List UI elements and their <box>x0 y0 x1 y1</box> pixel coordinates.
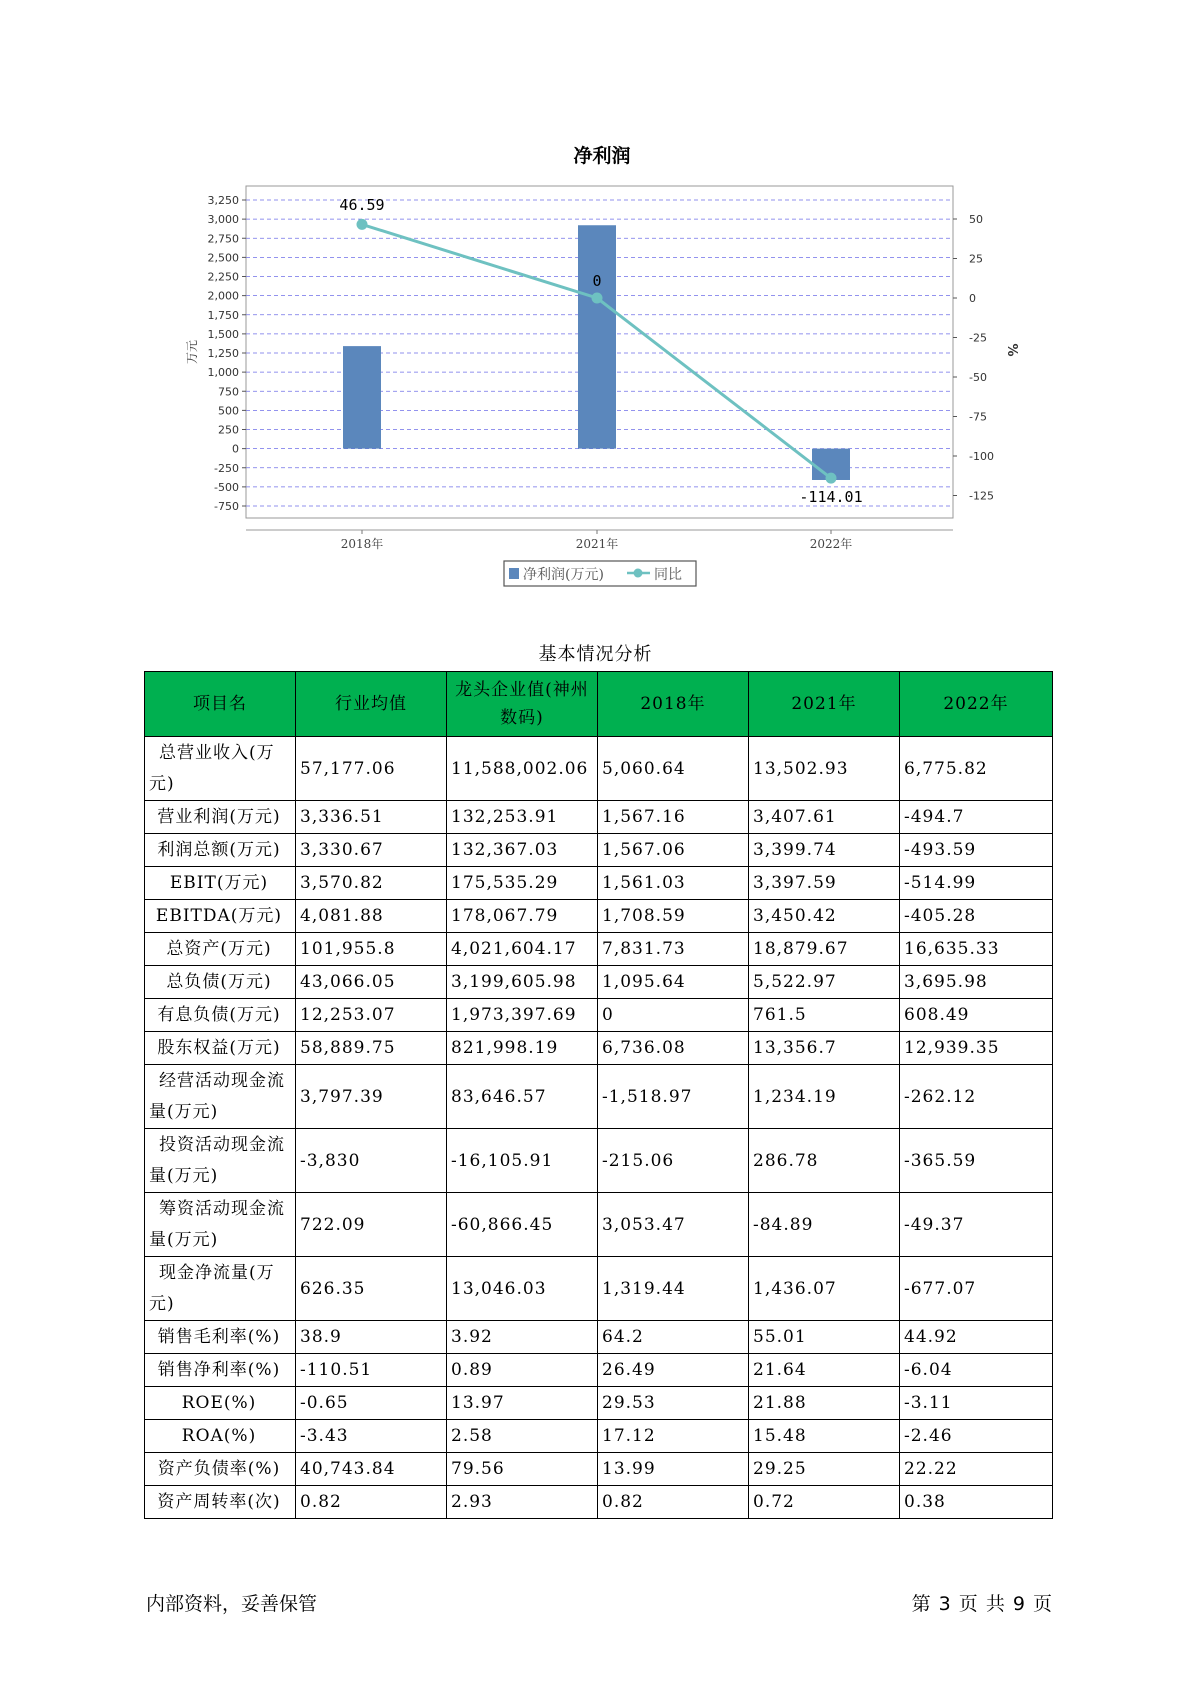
left-tick-label: 3,000 <box>207 213 239 227</box>
value-cell: 15.48 <box>749 1420 900 1453</box>
value-cell: 3,407.61 <box>749 801 900 834</box>
x-tick-label: 2022年 <box>809 537 853 551</box>
table-row <box>145 1129 1053 1193</box>
footer-confidential-note: 内部资料，妥善保管 <box>146 1593 318 1615</box>
value-cell: 0.38 <box>900 1486 1053 1519</box>
value-cell: 2.58 <box>447 1420 598 1453</box>
value-cell: 29.25 <box>749 1453 900 1486</box>
value-cell: 29.53 <box>598 1387 749 1420</box>
row-name-cell: 有息负债(万元) <box>145 999 296 1032</box>
value-cell: -3.43 <box>296 1420 447 1453</box>
value-cell: 5,522.97 <box>749 966 900 999</box>
value-cell: 21.64 <box>749 1354 900 1387</box>
row-name-cell: EBITDA(万元) <box>145 900 296 933</box>
right-tick-label: 0 <box>969 292 976 305</box>
value-cell: 821,998.19 <box>447 1032 598 1065</box>
value-cell: 178,067.79 <box>447 900 598 933</box>
table-row <box>145 1420 1053 1453</box>
value-cell: -2.46 <box>900 1420 1053 1453</box>
value-cell: 0 <box>598 999 749 1032</box>
value-cell: -262.12 <box>900 1065 1053 1129</box>
right-tick-label: -25 <box>969 331 987 345</box>
value-cell: 3,570.82 <box>296 867 447 900</box>
table-row <box>145 834 1053 867</box>
value-cell: 3,399.74 <box>749 834 900 867</box>
left-tick-label: 2,000 <box>207 289 239 303</box>
left-tick-label: 1,500 <box>207 327 239 341</box>
value-cell: 1,319.44 <box>598 1257 749 1321</box>
value-cell: 13,046.03 <box>447 1257 598 1321</box>
value-cell: -1,518.97 <box>598 1065 749 1129</box>
value-cell: 6,775.82 <box>900 737 1053 801</box>
table-row <box>145 1453 1053 1486</box>
legend-line-marker <box>634 569 643 578</box>
left-tick-label: 2,250 <box>207 270 239 284</box>
value-cell: 3,330.67 <box>296 834 447 867</box>
chart-svg <box>0 0 1191 600</box>
table-caption: 基本情况分析 <box>538 644 653 665</box>
value-cell: 44.92 <box>900 1321 1053 1354</box>
value-cell: 55.01 <box>749 1321 900 1354</box>
value-cell: -514.99 <box>900 867 1053 900</box>
header-cell: 2022年 <box>900 672 1053 737</box>
value-cell: 17.12 <box>598 1420 749 1453</box>
value-cell: 761.5 <box>749 999 900 1032</box>
value-cell: -215.06 <box>598 1129 749 1193</box>
value-cell: -494.7 <box>900 801 1053 834</box>
value-cell: 3,397.59 <box>749 867 900 900</box>
value-cell: -405.28 <box>900 900 1053 933</box>
row-name-cell: 销售毛利率(%) <box>145 1321 296 1354</box>
value-cell: 626.35 <box>296 1257 447 1321</box>
value-cell: 13.99 <box>598 1453 749 1486</box>
table-row <box>145 1193 1053 1257</box>
header-cell: 2021年 <box>749 672 900 737</box>
footer-page-number: 第 3 页 共 9 页 <box>911 1593 1052 1615</box>
value-cell: 132,253.91 <box>447 801 598 834</box>
yoy-point <box>826 473 837 484</box>
table-row <box>145 933 1053 966</box>
row-name-cell: 总负债(万元) <box>145 966 296 999</box>
row-name-cell: 利润总额(万元) <box>145 834 296 867</box>
value-cell: 608.49 <box>900 999 1053 1032</box>
row-name-cell: ROA(%) <box>145 1420 296 1453</box>
table-row <box>145 1387 1053 1420</box>
right-tick-label: -75 <box>969 410 987 424</box>
left-tick-label: 3,250 <box>207 194 239 207</box>
row-name-cell: 现金净流量(万元) <box>145 1257 296 1321</box>
yoy-data-label: 0 <box>592 272 602 290</box>
value-cell: 132,367.03 <box>447 834 598 867</box>
row-name-cell: 股东权益(万元) <box>145 1032 296 1065</box>
row-name-cell: 筹资活动现金流量(万元) <box>145 1193 296 1257</box>
yoy-point <box>592 293 603 304</box>
header-cell: 龙头企业值(神州数码) <box>447 672 598 737</box>
left-tick-label: 2,500 <box>207 251 239 265</box>
left-tick-label: 500 <box>218 404 239 418</box>
basic-analysis-table <box>144 671 1053 1519</box>
value-cell: -84.89 <box>749 1193 900 1257</box>
table-row <box>145 1354 1053 1387</box>
row-name-cell: 销售净利率(%) <box>145 1354 296 1387</box>
value-cell: 83,646.57 <box>447 1065 598 1129</box>
table-row <box>145 737 1053 801</box>
value-cell: 11,588,002.06 <box>447 737 598 801</box>
net-profit-chart <box>0 0 1191 600</box>
row-name-cell: 投资活动现金流量(万元) <box>145 1129 296 1193</box>
table-row <box>145 999 1053 1032</box>
value-cell: 0.72 <box>749 1486 900 1519</box>
value-cell: -110.51 <box>296 1354 447 1387</box>
value-cell: 3,797.39 <box>296 1065 447 1129</box>
value-cell: 286.78 <box>749 1129 900 1193</box>
value-cell: -49.37 <box>900 1193 1053 1257</box>
value-cell: 13,502.93 <box>749 737 900 801</box>
value-cell: 18,879.67 <box>749 933 900 966</box>
value-cell: 13,356.7 <box>749 1032 900 1065</box>
value-cell: 13.97 <box>447 1387 598 1420</box>
left-tick-label: 0 <box>232 442 239 456</box>
bar-2021年 <box>578 225 616 448</box>
value-cell: 16,635.33 <box>900 933 1053 966</box>
value-cell: 6,736.08 <box>598 1032 749 1065</box>
value-cell: 722.09 <box>296 1193 447 1257</box>
header-cell: 项目名 <box>145 672 296 737</box>
value-cell: 43,066.05 <box>296 966 447 999</box>
row-name-cell: 总资产(万元) <box>145 933 296 966</box>
value-cell: 0.82 <box>598 1486 749 1519</box>
row-name-cell: 总营业收入(万元) <box>145 737 296 801</box>
bar-2018年 <box>343 346 381 449</box>
value-cell: 1,708.59 <box>598 900 749 933</box>
value-cell: 64.2 <box>598 1321 749 1354</box>
value-cell: 4,081.88 <box>296 900 447 933</box>
value-cell: 101,955.8 <box>296 933 447 966</box>
right-tick-label: 50 <box>969 213 983 226</box>
value-cell: 3,199,605.98 <box>447 966 598 999</box>
table-row <box>145 1486 1053 1519</box>
value-cell: 1,234.19 <box>749 1065 900 1129</box>
legend-bar-swatch <box>509 568 519 579</box>
value-cell: 1,567.16 <box>598 801 749 834</box>
value-cell: 3,336.51 <box>296 801 447 834</box>
value-cell: 58,889.75 <box>296 1032 447 1065</box>
value-cell: 0.82 <box>296 1486 447 1519</box>
table-row <box>145 1032 1053 1065</box>
value-cell: -16,105.91 <box>447 1129 598 1193</box>
x-tick-label: 2018年 <box>340 537 384 551</box>
value-cell: -6.04 <box>900 1354 1053 1387</box>
value-cell: 21.88 <box>749 1387 900 1420</box>
row-name-cell: ROE(%) <box>145 1387 296 1420</box>
header-cell: 行业均值 <box>296 672 447 737</box>
value-cell: -0.65 <box>296 1387 447 1420</box>
row-name-cell: 资产周转率(次) <box>145 1486 296 1519</box>
table-row <box>145 1321 1053 1354</box>
left-tick-label: 1,750 <box>207 308 239 322</box>
table-row <box>145 966 1053 999</box>
chart-title: 净利润 <box>573 145 631 167</box>
table-row <box>145 1257 1053 1321</box>
left-tick-label: 2,750 <box>207 232 239 246</box>
header-cell: 2018年 <box>598 672 749 737</box>
value-cell: -493.59 <box>900 834 1053 867</box>
row-name-cell: 资产负债率(%) <box>145 1453 296 1486</box>
value-cell: 4,021,604.17 <box>447 933 598 966</box>
value-cell: 0.89 <box>447 1354 598 1387</box>
value-cell: 1,436.07 <box>749 1257 900 1321</box>
left-tick-label: 750 <box>218 385 239 399</box>
right-tick-label: -125 <box>969 489 994 503</box>
table-header-row <box>145 672 1053 737</box>
value-cell: 26.49 <box>598 1354 749 1387</box>
value-cell: 175,535.29 <box>447 867 598 900</box>
table-row <box>145 801 1053 834</box>
value-cell: 1,567.06 <box>598 834 749 867</box>
value-cell: 3.92 <box>447 1321 598 1354</box>
yoy-data-label: 46.59 <box>339 196 385 214</box>
value-cell: 57,177.06 <box>296 737 447 801</box>
value-cell: 22.22 <box>900 1453 1053 1486</box>
yoy-data-label: -114.01 <box>799 488 863 506</box>
value-cell: -3,830 <box>296 1129 447 1193</box>
value-cell: 1,561.03 <box>598 867 749 900</box>
right-axis-label: % <box>1004 343 1019 357</box>
value-cell: 12,939.35 <box>900 1032 1053 1065</box>
value-cell: 40,743.84 <box>296 1453 447 1486</box>
value-cell: 7,831.73 <box>598 933 749 966</box>
value-cell: 1,095.64 <box>598 966 749 999</box>
value-cell: -3.11 <box>900 1387 1053 1420</box>
row-name-cell: 经营活动现金流量(万元) <box>145 1065 296 1129</box>
left-tick-label: -500 <box>214 480 239 494</box>
value-cell: 38.9 <box>296 1321 447 1354</box>
legend-label: 净利润(万元) <box>523 567 604 583</box>
value-cell: 12,253.07 <box>296 999 447 1032</box>
legend-label: 同比 <box>654 567 682 583</box>
left-tick-label: 250 <box>218 423 239 437</box>
table-row <box>145 867 1053 900</box>
left-tick-label: 1,250 <box>207 347 239 360</box>
row-name-cell: EBIT(万元) <box>145 867 296 900</box>
right-tick-label: -50 <box>969 371 987 384</box>
left-tick-label: -750 <box>214 500 239 513</box>
value-cell: 1,973,397.69 <box>447 999 598 1032</box>
value-cell: 2.93 <box>447 1486 598 1519</box>
value-cell: 5,060.64 <box>598 737 749 801</box>
left-axis-label: 万元 <box>185 339 199 365</box>
value-cell: 3,053.47 <box>598 1193 749 1257</box>
x-tick-label: 2021年 <box>575 537 619 551</box>
value-cell: -60,866.45 <box>447 1193 598 1257</box>
table-row <box>145 1065 1053 1129</box>
right-tick-label: 25 <box>969 252 983 266</box>
value-cell: 3,450.42 <box>749 900 900 933</box>
value-cell: -365.59 <box>900 1129 1053 1193</box>
value-cell: -677.07 <box>900 1257 1053 1321</box>
row-name-cell: 营业利润(万元) <box>145 801 296 834</box>
table-row <box>145 900 1053 933</box>
right-tick-label: -100 <box>969 450 994 463</box>
left-tick-label: -250 <box>214 461 239 475</box>
value-cell: 3,695.98 <box>900 966 1053 999</box>
yoy-point <box>357 219 368 230</box>
left-tick-label: 1,000 <box>207 366 239 380</box>
value-cell: 79.56 <box>447 1453 598 1486</box>
